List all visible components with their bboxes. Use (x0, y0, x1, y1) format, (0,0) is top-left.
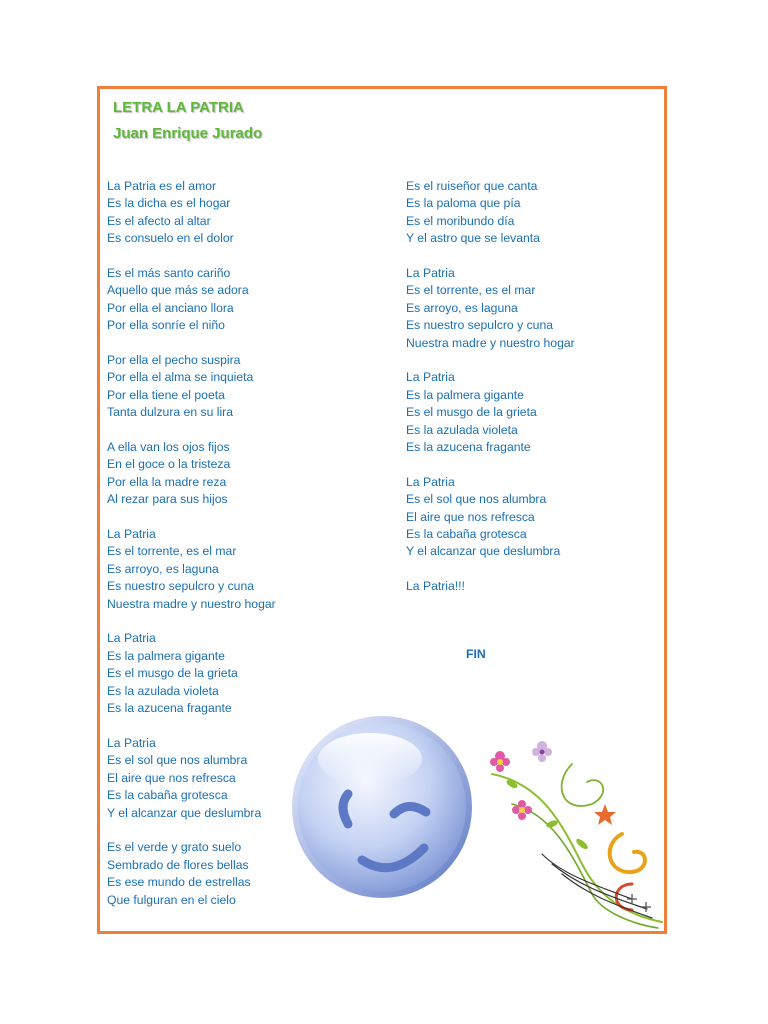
poem-line: Y el alcanzar que deslumbra (406, 544, 561, 559)
poem-line: Es la palmera gigante (107, 648, 225, 663)
poem-line: Al rezar para sus hijos (107, 492, 228, 507)
poem-line: Es la azulada violeta (107, 683, 219, 698)
poem-line: Es arroyo, es laguna (406, 300, 518, 315)
poem-line: Por ella el anciano llora (107, 300, 234, 315)
poem-line: Por ella la madre reza (107, 474, 227, 489)
poem-author: Juan Enrique Jurado (113, 125, 263, 142)
poem-line: Por ella el alma se inquieta (107, 370, 254, 385)
poem-line: El aire que nos refresca (107, 770, 236, 785)
poem-title: LETRA LA PATRIA (113, 99, 244, 116)
poem-line: Tanta dulzura en su lira (107, 405, 234, 420)
poem-line: Es el sol que nos alumbra (406, 492, 547, 507)
poem-line: La Patria es el amor (107, 179, 217, 193)
stanza (107, 526, 397, 613)
poem-line: La Patria (107, 735, 156, 750)
poem-line: Es el torrente, es el mar (406, 283, 536, 298)
poem-line: Es el torrente, es el mar (107, 544, 237, 559)
poem-line: Y el astro que se levanta (406, 231, 540, 246)
poem-line: El aire que nos refresca (406, 509, 535, 524)
poem-line: Es la palmera gigante (406, 387, 524, 402)
stanza (406, 578, 656, 595)
poem-line: Es el más santo cariño (107, 266, 231, 281)
poem-line: La Patria!!! (406, 579, 465, 594)
poem-line: Por ella sonríe el niño (107, 318, 225, 333)
poem-line: Es la dicha es el hogar (107, 196, 231, 211)
stanza (406, 265, 656, 352)
poem-line: Es la azulada violeta (406, 422, 518, 437)
poem-line: La Patria (406, 266, 455, 281)
poem-line: Es nuestro sepulcro y cuna (406, 318, 554, 333)
poem-column-right (406, 178, 656, 613)
poem-line: Sembrado de flores bellas (107, 857, 249, 872)
poem-line: Es el ruiseñor que canta (406, 179, 538, 193)
poem-line: Es el musgo de la grieta (406, 405, 537, 420)
poem-line: Por ella el pecho suspira (107, 353, 241, 368)
poem-line: Aquello que más se adora (107, 283, 249, 298)
closing-text: FIN (466, 647, 486, 661)
winking-face-emoji-icon (290, 714, 474, 900)
poem-line: Es la paloma que pía (406, 196, 521, 211)
poem-line: Es arroyo, es laguna (107, 561, 219, 576)
poem-line: Es la azucena fragante (107, 701, 232, 716)
stanza (406, 474, 656, 561)
poem-line: En el goce o la tristeza (107, 457, 231, 472)
poem-line: Es ese mundo de estrellas (107, 875, 251, 890)
poem-line: A ella van los ojos fijos (107, 440, 230, 455)
poem-line: Por ella tiene el poeta (107, 387, 225, 402)
stanza (406, 369, 656, 456)
floral-swirl-ornament-icon (482, 734, 666, 930)
poem-line: Nuestra madre y nuestro hogar (406, 335, 575, 350)
poem-line: Es la azucena fragante (406, 440, 531, 455)
poem-line: Es el moribundo día (406, 213, 515, 228)
stanza (406, 178, 656, 248)
poem-line: Nuestra madre y nuestro hogar (107, 596, 276, 611)
stanza (107, 352, 397, 422)
poem-line: Y el alcanzar que deslumbra (107, 805, 262, 820)
poem-line: Es el verde y grato suelo (107, 840, 242, 855)
poem-line: Es nuestro sepulcro y cuna (107, 579, 255, 594)
poem-line: La Patria (406, 370, 455, 385)
poem-line: Es el musgo de la grieta (107, 666, 238, 681)
stanza (107, 439, 397, 509)
poem-line: La Patria (406, 474, 455, 489)
stanza (107, 178, 397, 248)
poem-line: Es la cabaña grotesca (107, 788, 228, 803)
stanza (107, 630, 397, 717)
poem-line: La Patria (107, 631, 156, 646)
poem-line: La Patria (107, 527, 156, 542)
poem-line: Es el sol que nos alumbra (107, 753, 248, 768)
poem-line: Es consuelo en el dolor (107, 231, 234, 246)
poem-line: Es la cabaña grotesca (406, 527, 527, 542)
stanza (107, 265, 397, 335)
poem-line: Es el afecto al altar (107, 213, 211, 228)
poem-line: Que fulguran en el cielo (107, 892, 236, 907)
